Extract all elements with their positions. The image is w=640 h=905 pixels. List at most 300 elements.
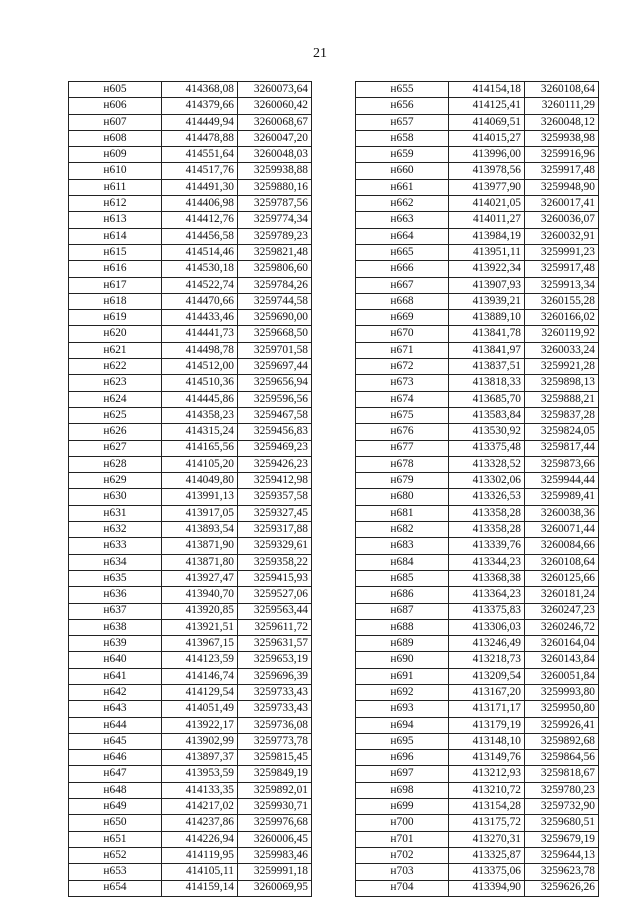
table-row bbox=[69, 733, 312, 749]
point-id-cell: н628 bbox=[69, 456, 162, 472]
table-row bbox=[356, 815, 599, 831]
x-coordinate-cell: 413977,90 bbox=[449, 179, 525, 195]
point-id-cell: н685 bbox=[356, 570, 449, 586]
x-coordinate-cell: 413179,19 bbox=[449, 717, 525, 733]
x-coordinate-cell: 414154,18 bbox=[449, 82, 525, 98]
x-coordinate-cell: 414129,54 bbox=[162, 684, 238, 700]
table-row bbox=[69, 228, 312, 244]
y-coordinate-cell: 3260111,29 bbox=[525, 98, 599, 114]
point-id-cell: н610 bbox=[69, 163, 162, 179]
y-coordinate-cell: 3259948,90 bbox=[525, 179, 599, 195]
table-row bbox=[69, 587, 312, 603]
point-id-cell: н665 bbox=[356, 244, 449, 260]
y-coordinate-cell: 3259993,80 bbox=[525, 684, 599, 700]
y-coordinate-cell: 3259921,28 bbox=[525, 359, 599, 375]
table-row bbox=[356, 82, 599, 98]
table-row bbox=[69, 603, 312, 619]
y-coordinate-cell: 3259358,22 bbox=[238, 554, 312, 570]
point-id-cell: н662 bbox=[356, 196, 449, 212]
table-row bbox=[356, 440, 599, 456]
y-coordinate-cell: 3259849,19 bbox=[238, 766, 312, 782]
point-id-cell: н703 bbox=[356, 864, 449, 880]
point-id-cell: н699 bbox=[356, 799, 449, 815]
x-coordinate-cell: 413967,15 bbox=[162, 636, 238, 652]
point-id-cell: н664 bbox=[356, 228, 449, 244]
table-row bbox=[69, 473, 312, 489]
table-row bbox=[69, 391, 312, 407]
table-row bbox=[69, 652, 312, 668]
y-coordinate-cell: 3259357,58 bbox=[238, 489, 312, 505]
y-coordinate-cell: 3259976,68 bbox=[238, 815, 312, 831]
x-coordinate-cell: 414049,80 bbox=[162, 473, 238, 489]
y-coordinate-cell: 3259733,43 bbox=[238, 701, 312, 717]
point-id-cell: н686 bbox=[356, 587, 449, 603]
y-coordinate-cell: 3259991,23 bbox=[525, 244, 599, 260]
table-row bbox=[69, 815, 312, 831]
point-id-cell: н643 bbox=[69, 701, 162, 717]
x-coordinate-cell: 414517,76 bbox=[162, 163, 238, 179]
table-row bbox=[356, 326, 599, 342]
table-row bbox=[356, 163, 599, 179]
point-id-cell: н656 bbox=[356, 98, 449, 114]
point-id-cell: н646 bbox=[69, 750, 162, 766]
point-id-cell: н684 bbox=[356, 554, 449, 570]
table-row bbox=[69, 489, 312, 505]
y-coordinate-cell: 3259696,39 bbox=[238, 668, 312, 684]
x-coordinate-cell: 414123,59 bbox=[162, 652, 238, 668]
point-id-cell: н693 bbox=[356, 701, 449, 717]
table-row bbox=[356, 847, 599, 863]
y-coordinate-cell: 3259469,23 bbox=[238, 440, 312, 456]
x-coordinate-cell: 414510,36 bbox=[162, 375, 238, 391]
point-id-cell: н648 bbox=[69, 782, 162, 798]
y-coordinate-cell: 3259784,26 bbox=[238, 277, 312, 293]
point-id-cell: н641 bbox=[69, 668, 162, 684]
x-coordinate-cell: 413328,52 bbox=[449, 456, 525, 472]
point-id-cell: н612 bbox=[69, 196, 162, 212]
y-coordinate-cell: 3259837,28 bbox=[525, 407, 599, 423]
table-row bbox=[69, 636, 312, 652]
y-coordinate-cell: 3259456,83 bbox=[238, 424, 312, 440]
point-id-cell: н633 bbox=[69, 538, 162, 554]
x-coordinate-cell: 413991,13 bbox=[162, 489, 238, 505]
table-row bbox=[356, 375, 599, 391]
x-coordinate-cell: 413951,11 bbox=[449, 244, 525, 260]
point-id-cell: н627 bbox=[69, 440, 162, 456]
y-coordinate-cell: 3259623,78 bbox=[525, 864, 599, 880]
y-coordinate-cell: 3259736,08 bbox=[238, 717, 312, 733]
table-row bbox=[356, 179, 599, 195]
y-coordinate-cell: 3260166,02 bbox=[525, 310, 599, 326]
point-id-cell: н639 bbox=[69, 636, 162, 652]
table-row bbox=[356, 831, 599, 847]
table-row bbox=[356, 196, 599, 212]
point-id-cell: н634 bbox=[69, 554, 162, 570]
x-coordinate-cell: 414125,41 bbox=[449, 98, 525, 114]
table-row bbox=[69, 82, 312, 98]
point-id-cell: н661 bbox=[356, 179, 449, 195]
y-coordinate-cell: 3259926,41 bbox=[525, 717, 599, 733]
point-id-cell: н668 bbox=[356, 293, 449, 309]
x-coordinate-cell: 414456,58 bbox=[162, 228, 238, 244]
x-coordinate-cell: 413837,51 bbox=[449, 359, 525, 375]
x-coordinate-cell: 413841,78 bbox=[449, 326, 525, 342]
table-row bbox=[356, 554, 599, 570]
y-coordinate-cell: 3259991,18 bbox=[238, 864, 312, 880]
y-coordinate-cell: 3259653,19 bbox=[238, 652, 312, 668]
point-id-cell: н605 bbox=[69, 82, 162, 98]
y-coordinate-cell: 3260155,28 bbox=[525, 293, 599, 309]
y-coordinate-cell: 3259989,41 bbox=[525, 489, 599, 505]
point-id-cell: н657 bbox=[356, 114, 449, 130]
y-coordinate-cell: 3259950,80 bbox=[525, 701, 599, 717]
table-row bbox=[69, 179, 312, 195]
x-coordinate-cell: 413984,19 bbox=[449, 228, 525, 244]
y-coordinate-cell: 3259697,44 bbox=[238, 359, 312, 375]
point-id-cell: н694 bbox=[356, 717, 449, 733]
point-id-cell: н631 bbox=[69, 505, 162, 521]
point-id-cell: н658 bbox=[356, 130, 449, 146]
y-coordinate-cell: 3260068,67 bbox=[238, 114, 312, 130]
y-coordinate-cell: 3260038,36 bbox=[525, 505, 599, 521]
table-row bbox=[69, 424, 312, 440]
x-coordinate-cell: 414015,27 bbox=[449, 130, 525, 146]
y-coordinate-cell: 3259864,56 bbox=[525, 750, 599, 766]
point-id-cell: н636 bbox=[69, 587, 162, 603]
point-id-cell: н613 bbox=[69, 212, 162, 228]
point-id-cell: н676 bbox=[356, 424, 449, 440]
table-row bbox=[356, 701, 599, 717]
x-coordinate-cell: 413148,10 bbox=[449, 733, 525, 749]
table-row bbox=[356, 456, 599, 472]
point-id-cell: н666 bbox=[356, 261, 449, 277]
y-coordinate-cell: 3260119,92 bbox=[525, 326, 599, 342]
point-id-cell: н669 bbox=[356, 310, 449, 326]
table-row bbox=[356, 570, 599, 586]
table-row bbox=[356, 587, 599, 603]
y-coordinate-cell: 3259415,93 bbox=[238, 570, 312, 586]
point-id-cell: н682 bbox=[356, 522, 449, 538]
point-id-cell: н617 bbox=[69, 277, 162, 293]
table-row bbox=[69, 799, 312, 815]
x-coordinate-cell: 413940,70 bbox=[162, 587, 238, 603]
x-coordinate-cell: 414441,73 bbox=[162, 326, 238, 342]
table-row bbox=[356, 522, 599, 538]
point-id-cell: н653 bbox=[69, 864, 162, 880]
point-id-cell: н651 bbox=[69, 831, 162, 847]
table-row bbox=[69, 554, 312, 570]
x-coordinate-cell: 413325,87 bbox=[449, 847, 525, 863]
y-coordinate-cell: 3259679,19 bbox=[525, 831, 599, 847]
table-row bbox=[356, 733, 599, 749]
point-id-cell: н635 bbox=[69, 570, 162, 586]
table-row bbox=[69, 375, 312, 391]
point-id-cell: н683 bbox=[356, 538, 449, 554]
point-id-cell: н606 bbox=[69, 98, 162, 114]
table-row bbox=[69, 619, 312, 635]
table-row bbox=[356, 342, 599, 358]
point-id-cell: н680 bbox=[356, 489, 449, 505]
point-id-cell: н608 bbox=[69, 130, 162, 146]
table-row bbox=[356, 424, 599, 440]
x-coordinate-cell: 414551,64 bbox=[162, 147, 238, 163]
x-coordinate-cell: 414433,46 bbox=[162, 310, 238, 326]
x-coordinate-cell: 414498,78 bbox=[162, 342, 238, 358]
x-coordinate-cell: 414512,00 bbox=[162, 359, 238, 375]
x-coordinate-cell: 413907,93 bbox=[449, 277, 525, 293]
x-coordinate-cell: 414368,08 bbox=[162, 82, 238, 98]
table-row bbox=[69, 750, 312, 766]
y-coordinate-cell: 3259426,23 bbox=[238, 456, 312, 472]
x-coordinate-cell: 413154,28 bbox=[449, 799, 525, 815]
y-coordinate-cell: 3259787,56 bbox=[238, 196, 312, 212]
y-coordinate-cell: 3259821,48 bbox=[238, 244, 312, 260]
table-row bbox=[356, 750, 599, 766]
point-id-cell: н647 bbox=[69, 766, 162, 782]
x-coordinate-cell: 414237,86 bbox=[162, 815, 238, 831]
y-coordinate-cell: 3259412,98 bbox=[238, 473, 312, 489]
x-coordinate-cell: 414470,66 bbox=[162, 293, 238, 309]
table-row bbox=[69, 684, 312, 700]
x-coordinate-cell: 414514,46 bbox=[162, 244, 238, 260]
table-row bbox=[69, 717, 312, 733]
x-coordinate-cell: 413996,00 bbox=[449, 147, 525, 163]
point-id-cell: н700 bbox=[356, 815, 449, 831]
x-coordinate-cell: 413326,53 bbox=[449, 489, 525, 505]
x-coordinate-cell: 413364,23 bbox=[449, 587, 525, 603]
point-id-cell: н615 bbox=[69, 244, 162, 260]
y-coordinate-cell: 3259644,13 bbox=[525, 847, 599, 863]
y-coordinate-cell: 3259467,58 bbox=[238, 407, 312, 423]
x-coordinate-cell: 414445,86 bbox=[162, 391, 238, 407]
y-coordinate-cell: 3259317,88 bbox=[238, 522, 312, 538]
y-coordinate-cell: 3259611,72 bbox=[238, 619, 312, 635]
y-coordinate-cell: 3259917,48 bbox=[525, 163, 599, 179]
y-coordinate-cell: 3259916,96 bbox=[525, 147, 599, 163]
point-id-cell: н667 bbox=[356, 277, 449, 293]
y-coordinate-cell: 3259690,00 bbox=[238, 310, 312, 326]
y-coordinate-cell: 3259944,44 bbox=[525, 473, 599, 489]
table-row bbox=[356, 114, 599, 130]
y-coordinate-cell: 3260048,12 bbox=[525, 114, 599, 130]
point-id-cell: н681 bbox=[356, 505, 449, 521]
table-row bbox=[356, 619, 599, 635]
table-row bbox=[356, 261, 599, 277]
y-coordinate-cell: 3259983,46 bbox=[238, 847, 312, 863]
table-row bbox=[69, 505, 312, 521]
y-coordinate-cell: 3259329,61 bbox=[238, 538, 312, 554]
point-id-cell: н698 bbox=[356, 782, 449, 798]
y-coordinate-cell: 3260073,64 bbox=[238, 82, 312, 98]
table-row bbox=[69, 326, 312, 342]
point-id-cell: н695 bbox=[356, 733, 449, 749]
x-coordinate-cell: 413939,21 bbox=[449, 293, 525, 309]
point-id-cell: н654 bbox=[69, 880, 162, 896]
x-coordinate-cell: 413889,10 bbox=[449, 310, 525, 326]
x-coordinate-cell: 414105,20 bbox=[162, 456, 238, 472]
point-id-cell: н630 bbox=[69, 489, 162, 505]
x-coordinate-cell: 413209,54 bbox=[449, 668, 525, 684]
x-coordinate-cell: 413167,20 bbox=[449, 684, 525, 700]
table-row bbox=[356, 766, 599, 782]
x-coordinate-cell: 414478,88 bbox=[162, 130, 238, 146]
x-coordinate-cell: 413339,76 bbox=[449, 538, 525, 554]
y-coordinate-cell: 3259774,34 bbox=[238, 212, 312, 228]
y-coordinate-cell: 3259938,98 bbox=[525, 130, 599, 146]
y-coordinate-cell: 3259596,56 bbox=[238, 391, 312, 407]
x-coordinate-cell: 414051,49 bbox=[162, 701, 238, 717]
x-coordinate-cell: 413375,06 bbox=[449, 864, 525, 880]
table-row bbox=[69, 766, 312, 782]
point-id-cell: н696 bbox=[356, 750, 449, 766]
table-row bbox=[356, 277, 599, 293]
x-coordinate-cell: 414146,74 bbox=[162, 668, 238, 684]
y-coordinate-cell: 3260069,95 bbox=[238, 880, 312, 896]
table-row bbox=[69, 212, 312, 228]
point-id-cell: н704 bbox=[356, 880, 449, 896]
point-id-cell: н672 bbox=[356, 359, 449, 375]
y-coordinate-cell: 3259732,90 bbox=[525, 799, 599, 815]
point-id-cell: н690 bbox=[356, 652, 449, 668]
y-coordinate-cell: 3260033,24 bbox=[525, 342, 599, 358]
y-coordinate-cell: 3260084,66 bbox=[525, 538, 599, 554]
y-coordinate-cell: 3259668,50 bbox=[238, 326, 312, 342]
y-coordinate-cell: 3259824,05 bbox=[525, 424, 599, 440]
coordinates-table-right bbox=[355, 81, 599, 897]
x-coordinate-cell: 414011,27 bbox=[449, 212, 525, 228]
table-row bbox=[356, 98, 599, 114]
table-row bbox=[69, 261, 312, 277]
y-coordinate-cell: 3259873,66 bbox=[525, 456, 599, 472]
table-row bbox=[69, 570, 312, 586]
y-coordinate-cell: 3259773,78 bbox=[238, 733, 312, 749]
point-id-cell: н688 bbox=[356, 619, 449, 635]
y-coordinate-cell: 3259701,58 bbox=[238, 342, 312, 358]
point-id-cell: н609 bbox=[69, 147, 162, 163]
point-id-cell: н701 bbox=[356, 831, 449, 847]
x-coordinate-cell: 413246,49 bbox=[449, 636, 525, 652]
y-coordinate-cell: 3260048,03 bbox=[238, 147, 312, 163]
y-coordinate-cell: 3259917,48 bbox=[525, 261, 599, 277]
x-coordinate-cell: 413897,37 bbox=[162, 750, 238, 766]
point-id-cell: н645 bbox=[69, 733, 162, 749]
point-id-cell: н660 bbox=[356, 163, 449, 179]
y-coordinate-cell: 3259626,26 bbox=[525, 880, 599, 896]
point-id-cell: н632 bbox=[69, 522, 162, 538]
x-coordinate-cell: 414522,74 bbox=[162, 277, 238, 293]
coordinates-table-left bbox=[68, 81, 312, 897]
table-row bbox=[356, 668, 599, 684]
point-id-cell: н650 bbox=[69, 815, 162, 831]
x-coordinate-cell: 413921,51 bbox=[162, 619, 238, 635]
table-row bbox=[356, 473, 599, 489]
y-coordinate-cell: 3259527,06 bbox=[238, 587, 312, 603]
table-row bbox=[69, 310, 312, 326]
point-id-cell: н623 bbox=[69, 375, 162, 391]
x-coordinate-cell: 414133,35 bbox=[162, 782, 238, 798]
y-coordinate-cell: 3259733,43 bbox=[238, 684, 312, 700]
table-row bbox=[69, 196, 312, 212]
x-coordinate-cell: 413171,17 bbox=[449, 701, 525, 717]
x-coordinate-cell: 413902,99 bbox=[162, 733, 238, 749]
x-coordinate-cell: 414530,18 bbox=[162, 261, 238, 277]
y-coordinate-cell: 3259818,67 bbox=[525, 766, 599, 782]
table-row bbox=[356, 717, 599, 733]
y-coordinate-cell: 3260051,84 bbox=[525, 668, 599, 684]
y-coordinate-cell: 3259892,68 bbox=[525, 733, 599, 749]
y-coordinate-cell: 3260108,64 bbox=[525, 554, 599, 570]
x-coordinate-cell: 413818,33 bbox=[449, 375, 525, 391]
x-coordinate-cell: 414226,94 bbox=[162, 831, 238, 847]
x-coordinate-cell: 414449,94 bbox=[162, 114, 238, 130]
x-coordinate-cell: 413917,05 bbox=[162, 505, 238, 521]
x-coordinate-cell: 414358,23 bbox=[162, 407, 238, 423]
table-row bbox=[69, 293, 312, 309]
point-id-cell: н655 bbox=[356, 82, 449, 98]
x-coordinate-cell: 413871,80 bbox=[162, 554, 238, 570]
y-coordinate-cell: 3260036,07 bbox=[525, 212, 599, 228]
y-coordinate-cell: 3259780,23 bbox=[525, 782, 599, 798]
y-coordinate-cell: 3260143,84 bbox=[525, 652, 599, 668]
x-coordinate-cell: 413358,28 bbox=[449, 522, 525, 538]
table-row bbox=[356, 228, 599, 244]
y-coordinate-cell: 3259913,34 bbox=[525, 277, 599, 293]
x-coordinate-cell: 414105,11 bbox=[162, 864, 238, 880]
table-row bbox=[69, 277, 312, 293]
point-id-cell: н691 bbox=[356, 668, 449, 684]
point-id-cell: н671 bbox=[356, 342, 449, 358]
x-coordinate-cell: 413344,23 bbox=[449, 554, 525, 570]
table-row bbox=[356, 782, 599, 798]
table-row bbox=[69, 880, 312, 896]
table-row bbox=[69, 440, 312, 456]
table-row bbox=[356, 636, 599, 652]
point-id-cell: н621 bbox=[69, 342, 162, 358]
y-coordinate-cell: 3259656,94 bbox=[238, 375, 312, 391]
x-coordinate-cell: 414379,66 bbox=[162, 98, 238, 114]
table-row bbox=[69, 114, 312, 130]
y-coordinate-cell: 3259563,44 bbox=[238, 603, 312, 619]
point-id-cell: н649 bbox=[69, 799, 162, 815]
table-row bbox=[69, 847, 312, 863]
y-coordinate-cell: 3260246,72 bbox=[525, 619, 599, 635]
table-row bbox=[356, 652, 599, 668]
x-coordinate-cell: 414491,30 bbox=[162, 179, 238, 195]
page-number: 21 bbox=[313, 46, 327, 61]
table-row bbox=[69, 163, 312, 179]
x-coordinate-cell: 413927,47 bbox=[162, 570, 238, 586]
x-coordinate-cell: 414069,51 bbox=[449, 114, 525, 130]
point-id-cell: н619 bbox=[69, 310, 162, 326]
y-coordinate-cell: 3259930,71 bbox=[238, 799, 312, 815]
table-row bbox=[69, 342, 312, 358]
table-row bbox=[69, 147, 312, 163]
table-row bbox=[356, 244, 599, 260]
point-id-cell: н678 bbox=[356, 456, 449, 472]
y-coordinate-cell: 3260071,44 bbox=[525, 522, 599, 538]
point-id-cell: н689 bbox=[356, 636, 449, 652]
point-id-cell: н616 bbox=[69, 261, 162, 277]
x-coordinate-cell: 414159,14 bbox=[162, 880, 238, 896]
table-row bbox=[356, 293, 599, 309]
x-coordinate-cell: 413922,34 bbox=[449, 261, 525, 277]
table-row bbox=[356, 407, 599, 423]
point-id-cell: н637 bbox=[69, 603, 162, 619]
y-coordinate-cell: 3259880,16 bbox=[238, 179, 312, 195]
x-coordinate-cell: 414217,02 bbox=[162, 799, 238, 815]
y-coordinate-cell: 3259817,44 bbox=[525, 440, 599, 456]
point-id-cell: н652 bbox=[69, 847, 162, 863]
